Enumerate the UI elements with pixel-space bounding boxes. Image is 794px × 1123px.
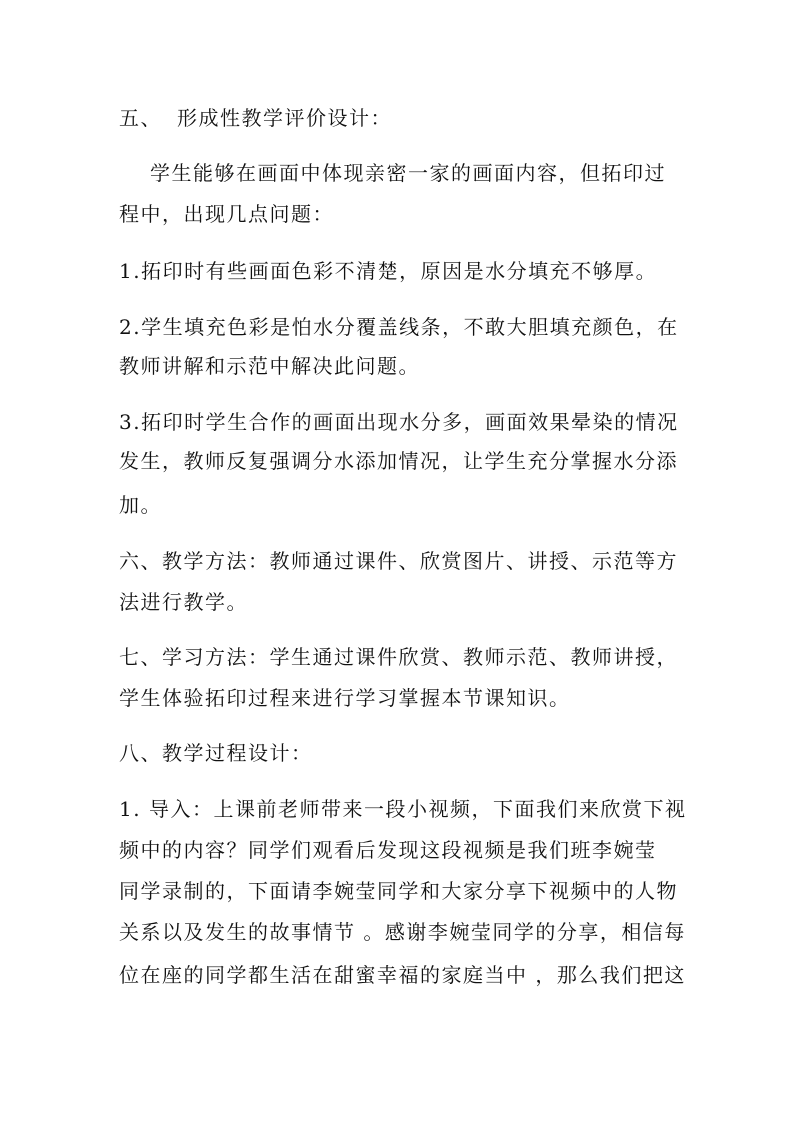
step-1-line-5: 位在座的同学都生活在甜蜜幸福的家庭当中 ，那么我们把这 <box>119 963 686 987</box>
section-7-line-2: 学生体验拓印过程来进行学习掌握本节课知识。 <box>119 686 571 710</box>
section-6-line-2: 法进行教学。 <box>119 590 248 614</box>
problem-3-line-3: 加。 <box>119 493 162 517</box>
step-1-line-2: 频中的内容？同学们观看后发现这段视频是我们班李婉莹 <box>119 838 657 862</box>
section-5-title: 形成性教学评价设计： <box>177 106 392 130</box>
intro-line-2: 程中，出现几点问题： <box>119 202 334 226</box>
section-5-number: 五、 <box>119 106 162 130</box>
section-7-line-1: 七、学习方法：学生通过课件欣赏、教师示范、教师讲授， <box>119 645 678 669</box>
step-1-line-4: 关系以及发生的故事情节 。感谢李婉莹同学的分享，相信每 <box>119 920 686 944</box>
problem-2-line-1: 2.学生填充色彩是怕水分覆盖线条，不敢大胆填充颜色，在 <box>119 315 679 339</box>
problem-2-line-2: 教师讲解和示范中解决此问题。 <box>119 354 420 378</box>
problem-3-line-2: 发生，教师反复强调分水添加情况，让学生充分掌握水分添 <box>119 449 678 473</box>
section-6-line-1: 六、教学方法：教师通过课件、欣赏图片、讲授、示范等方 <box>119 549 678 573</box>
section-5-heading <box>119 104 392 132</box>
section-8-heading: 八、教学过程设计： <box>119 741 313 765</box>
problem-3-line-1: 3.拓印时学生合作的画面出现水分多，画面效果晕染的情况 <box>119 410 679 434</box>
intro-line-1: 学生能够在画面中体现亲密一家的画面内容，但拓印过 <box>150 161 666 185</box>
problem-1-line-1: 1.拓印时有些画面色彩不清楚，原因是水分填充不够厚。 <box>119 259 658 283</box>
step-1-line-1: 1. 导入：上课前老师带来一段小视频，下面我们来欣赏下视 <box>119 797 687 821</box>
step-1-line-3: 同学录制的，下面请李婉莹同学和大家分享下视频中的人物 <box>119 879 678 903</box>
